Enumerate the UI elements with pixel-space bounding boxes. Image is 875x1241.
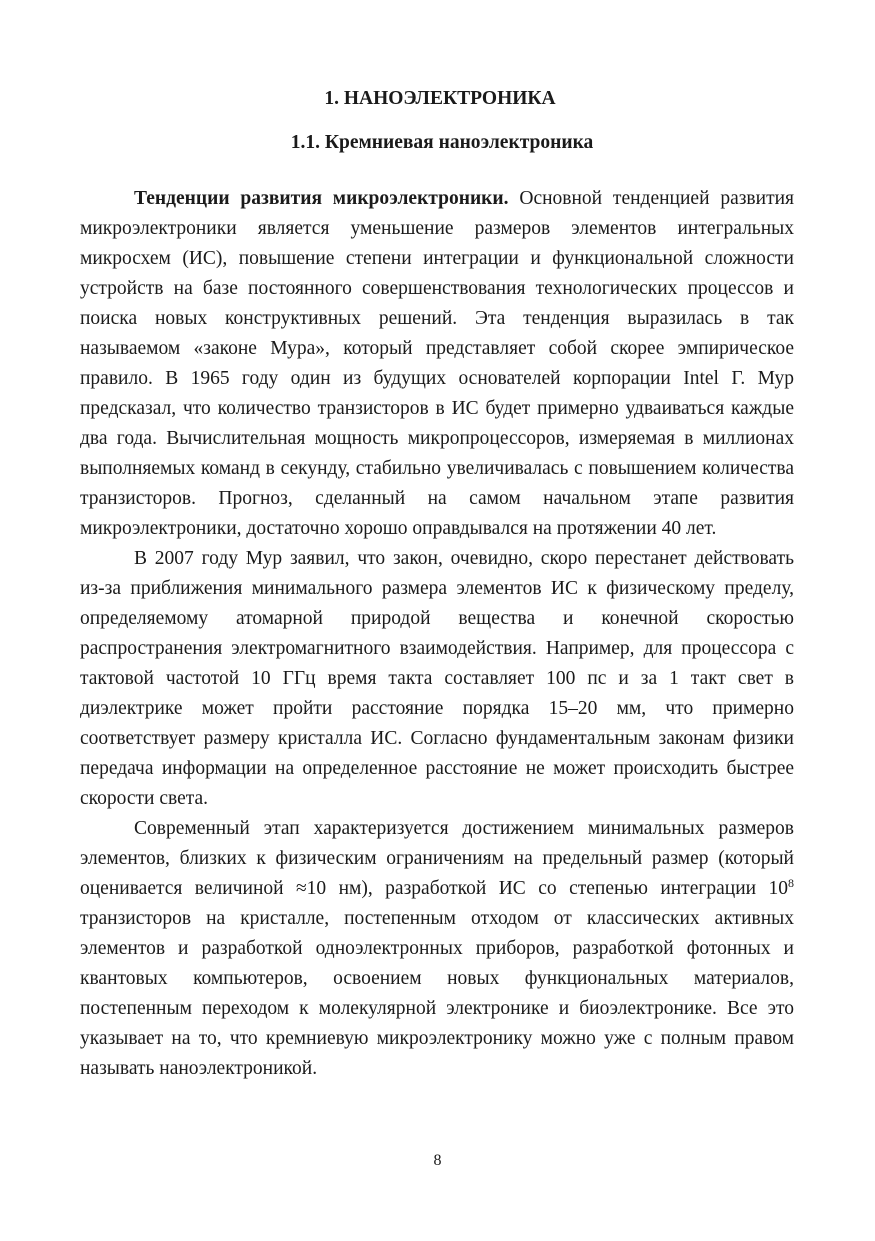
paragraph-1-lead: Тенденции развития микроэлектроники.	[134, 188, 509, 209]
paragraph-1	[80, 184, 794, 544]
paragraph-3-text-after: транзисторов на кристалле, постепенным отходом от классических активных элементов и разработкой одноэлектронных приборов, разработкой фотонных и квантовых компьютеров, освоением новых функциональных материалов, постепенным переходом к молекулярной электронике и биоэлектронике. Все это указывает на то, что кремниевую микроэлектронику можно уже с полным правом называть наноэлектроникой.	[80, 908, 794, 1079]
paragraph-2-text: В 2007 году Мур заявил, что закон, очевидно, скоро перестанет действовать из-за приближения минимального размера элементов ИС к физическому пределу, определяемому атомарной природой вещества и конечной скоростью распространения электромагнитного взаимодействия. Например, для процессора с тактовой частотой 10 ГГц время такта составляет 100 пс и за 1 такт свет в диэлектрике может пройти расстояние порядка 15–20 мм, что примерно соответствует размеру кристалла ИС. Согласно фундаментальным законам физики передача информации на определенное расстояние не может происходить быстрее скорости света.	[80, 548, 794, 809]
chapter-title: 1. НАНОЭЛЕКТРОНИКА	[324, 88, 556, 109]
body-text	[80, 184, 794, 1084]
section-title: 1.1. Кремниевая наноэлектроника	[290, 132, 594, 153]
paragraph-2	[80, 544, 794, 814]
document-page	[80, 84, 794, 1084]
paragraph-3-superscript: 8	[788, 876, 794, 890]
paragraph-3-text-before: Современный этап характеризуется достижением минимальных размеров элементов, близких к физическим ограничениям на предельный размер (который оценивается величиной ≈10 нм), разработкой ИС со степенью интеграции 10	[80, 818, 794, 899]
page-number: 8	[433, 1152, 442, 1169]
paragraph-3	[80, 814, 794, 1084]
paragraph-1-text: Основной тенденцией развития микроэлектроники является уменьшение размеров элементов интегральных микросхем (ИС), повышение степени интеграции и функциональной сложности устройств на базе постоянного совершенствования технологических процессов и поиска новых конструктивных решений. Эта тенденция выразилась в так называемом «законе Мура», который представляет собой скорее эмпирическое правило. В 1965 году один из будущих основателей корпорации Intel Г. Мур предсказал, что количество транзисторов в ИС будет примерно удваиваться каждые два года. Вычислительная мощность микропроцессоров, измеряемая в миллионах выполняемых команд в секунду, стабильно увеличивалась с повышением количества транзисторов. Прогноз, сделанный на самом начальном этапе развития микроэлектроники, достаточно хорошо оправдывался на протяжении 40 лет.	[80, 188, 795, 539]
